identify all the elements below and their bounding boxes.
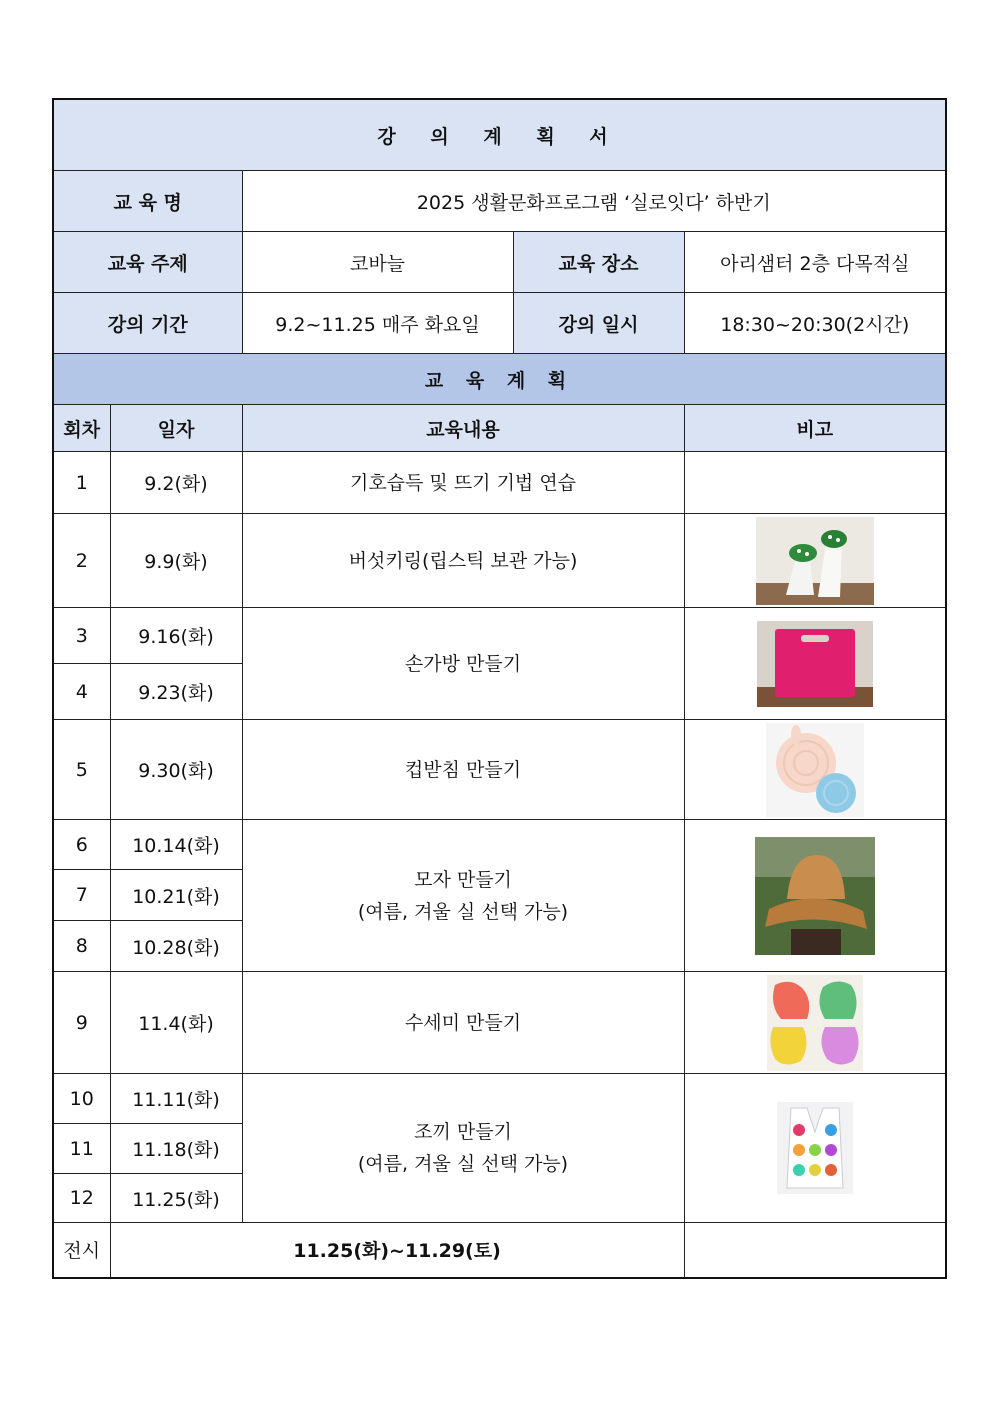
table-row — [53, 972, 946, 1074]
pink-handbag-photo — [757, 621, 873, 707]
session-number: 9 — [53, 972, 110, 1074]
table-row — [53, 452, 946, 514]
session-note — [684, 1074, 946, 1223]
bucket-hat-photo — [755, 837, 875, 955]
session-content — [242, 820, 684, 972]
exhibit-label: 전시 — [53, 1223, 110, 1278]
content-subline: (여름, 겨울 실 선택 가능) — [357, 1153, 569, 1175]
session-number: 4 — [53, 664, 110, 720]
session-note — [684, 820, 946, 972]
period-value: 9.2~11.25 매주 화요일 — [242, 293, 513, 354]
session-content: 손가방 만들기 — [242, 608, 684, 720]
table-row — [53, 514, 946, 608]
session-date: 11.25(화) — [110, 1174, 242, 1223]
course-name-label: 교 육 명 — [53, 171, 242, 232]
mushroom-keyring-photo — [756, 517, 874, 605]
session-content: 컵받침 만들기 — [242, 720, 684, 820]
place-value: 아리샘터 2층 다목적실 — [684, 232, 946, 293]
topic-value: 코바늘 — [242, 232, 513, 293]
exhibit-note — [684, 1223, 946, 1278]
course-name-value: 2025 생활문화프로그램 ‘실로잇다’ 하반기 — [242, 171, 946, 232]
plan-section-header: 교 육 계 획 — [53, 354, 946, 405]
period-label: 강의 기간 — [53, 293, 242, 354]
exhibit-dates: 11.25(화)~11.29(토) — [110, 1223, 684, 1278]
session-date: 9.9(화) — [110, 514, 242, 608]
session-number: 10 — [53, 1074, 110, 1124]
session-date: 11.18(화) — [110, 1124, 242, 1174]
content-subline: (여름, 겨울 실 선택 가능) — [357, 900, 569, 923]
session-date: 9.2(화) — [110, 452, 242, 514]
session-date: 10.21(화) — [110, 870, 242, 921]
granny-vest-photo — [777, 1102, 853, 1194]
time-value: 18:30~20:30(2시간) — [684, 293, 946, 354]
session-date: 11.11(화) — [110, 1074, 242, 1124]
table-row — [53, 608, 946, 664]
session-date: 9.30(화) — [110, 720, 242, 820]
column-header-date: 일자 — [110, 405, 242, 452]
session-date: 9.16(화) — [110, 608, 242, 664]
session-note — [684, 972, 946, 1074]
session-number: 2 — [53, 514, 110, 608]
content-line: 조끼 만들기 — [414, 1121, 512, 1143]
topic-label: 교육 주제 — [53, 232, 242, 293]
session-number: 3 — [53, 608, 110, 664]
session-number: 8 — [53, 921, 110, 972]
exhibit-row — [53, 1223, 946, 1278]
time-label: 강의 일시 — [513, 293, 684, 354]
content-line: 모자 만들기 — [414, 868, 512, 891]
session-date: 9.23(화) — [110, 664, 242, 720]
session-note — [684, 720, 946, 820]
session-content: 기호습득 및 뜨기 기법 연습 — [242, 452, 684, 514]
session-content: 버섯키링(립스틱 보관 가능) — [242, 514, 684, 608]
column-header-content: 교육내용 — [242, 405, 684, 452]
table-row — [53, 820, 946, 870]
column-header-note: 비고 — [684, 405, 946, 452]
session-note — [684, 608, 946, 720]
column-header-session: 회차 — [53, 405, 110, 452]
place-label: 교육 장소 — [513, 232, 684, 293]
session-note — [684, 452, 946, 514]
session-number: 6 — [53, 820, 110, 870]
session-number: 5 — [53, 720, 110, 820]
session-date: 10.14(화) — [110, 820, 242, 870]
document-title: 강 의 계 획 서 — [53, 99, 946, 171]
table-row — [53, 720, 946, 820]
session-date: 10.28(화) — [110, 921, 242, 972]
session-date: 11.4(화) — [110, 972, 242, 1074]
session-number: 1 — [53, 452, 110, 514]
session-content: 수세미 만들기 — [242, 972, 684, 1074]
lecture-plan-table — [52, 98, 947, 1279]
session-content — [242, 1074, 684, 1223]
table-row — [53, 1074, 946, 1124]
coaster-photo — [766, 723, 864, 817]
session-number: 7 — [53, 870, 110, 921]
scrubber-photo — [767, 975, 863, 1071]
session-number: 11 — [53, 1124, 110, 1174]
session-number: 12 — [53, 1174, 110, 1223]
session-note — [684, 514, 946, 608]
